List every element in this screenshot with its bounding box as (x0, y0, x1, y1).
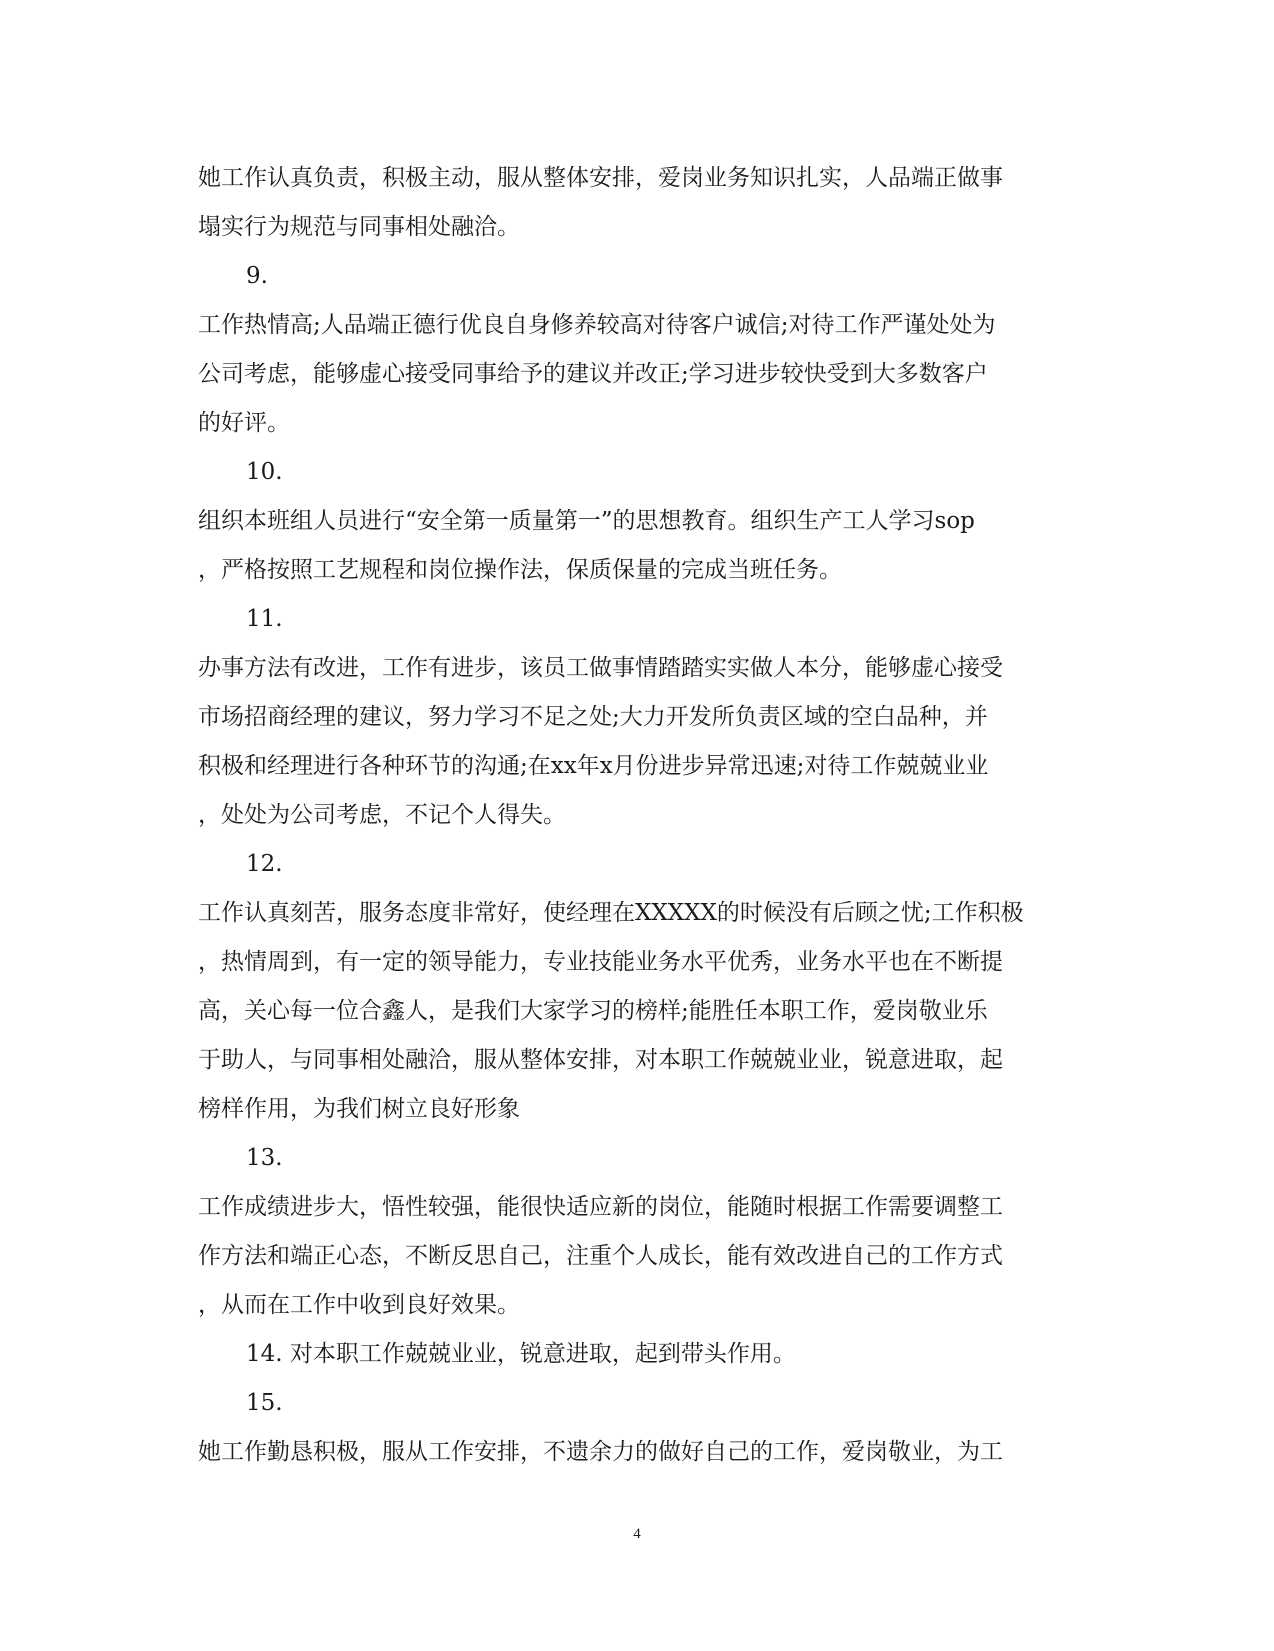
paragraph-line: 组织本班组人员进行“安全第一质量第一”的思想教育。组织生产工人学习sop (198, 508, 975, 534)
paragraph-line: 她工作认真负责，积极主动，服从整体安排，爱岗业务知识扎实，人品端正做事 (198, 165, 1003, 191)
paragraph-line: ，处处为公司考虑，不记个人得失。 (198, 802, 566, 828)
item-number-line: 10. (246, 459, 283, 485)
paragraph-line: ，从而在工作中收到良好效果。 (198, 1292, 520, 1318)
paragraph-line: 榜样作用，为我们树立良好形象 (198, 1096, 520, 1122)
paragraph-line: 塌实行为规范与同事相处融洽。 (198, 214, 520, 240)
item-number-line: 12. (246, 851, 283, 877)
document-body (198, 154, 1078, 1477)
paragraph-line: 市场招商经理的建议，努力学习不足之处;大力开发所负责区域的空白品种，并 (198, 704, 988, 730)
item-number-line: 9. (246, 263, 268, 289)
page-number: 4 (633, 1526, 641, 1542)
item-number-line: 13. (246, 1145, 283, 1171)
paragraph-line: 高，关心每一位合鑫人，是我们大家学习的榜样;能胜任本职工作，爱岗敬业乐 (198, 998, 988, 1024)
paragraph-line: ，热情周到，有一定的领导能力，专业技能业务水平优秀，业务水平也在不断提 (198, 949, 1003, 975)
paragraph-line: 办事方法有改进，工作有进步，该员工做事情踏踏实实做人本分，能够虚心接受 (198, 655, 1003, 681)
paragraph-line: 她工作勤恳积极，服从工作安排，不遗余力的做好自己的工作，爱岗敬业，为工 (198, 1439, 1003, 1465)
item-number-line: 14. 对本职工作兢兢业业，锐意进取，起到带头作用。 (246, 1341, 796, 1367)
paragraph-line: 工作认真刻苦，服务态度非常好，使经理在XXXXX的时候没有后顾之忧;工作积极 (198, 900, 1024, 926)
paragraph-line: 作方法和端正心态，不断反思自己，注重个人成长，能有效改进自己的工作方式 (198, 1243, 1003, 1269)
paragraph-line: 工作热情高;人品端正德行优良自身修养较高对待客户诚信;对待工作严谨处处为 (198, 312, 996, 338)
paragraph-line: 积极和经理进行各种环节的沟通;在xx年x月份进步异常迅速;对待工作兢兢业业 (198, 753, 989, 779)
item-number-line: 11. (246, 606, 283, 632)
paragraph-line: ，严格按照工艺规程和岗位操作法，保质保量的完成当班任务。 (198, 557, 842, 583)
paragraph-line: 的好评。 (198, 410, 290, 436)
paragraph-line: 公司考虑，能够虚心接受同事给予的建议并改正;学习进步较快受到大多数客户 (198, 361, 988, 387)
paragraph-line: 于助人，与同事相处融洽，服从整体安排，对本职工作兢兢业业，锐意进取，起 (198, 1047, 1003, 1073)
item-number-line: 15. (246, 1390, 283, 1416)
paragraph-line: 工作成绩进步大，悟性较强，能很快适应新的岗位，能随时根据工作需要调整工 (198, 1194, 1003, 1220)
